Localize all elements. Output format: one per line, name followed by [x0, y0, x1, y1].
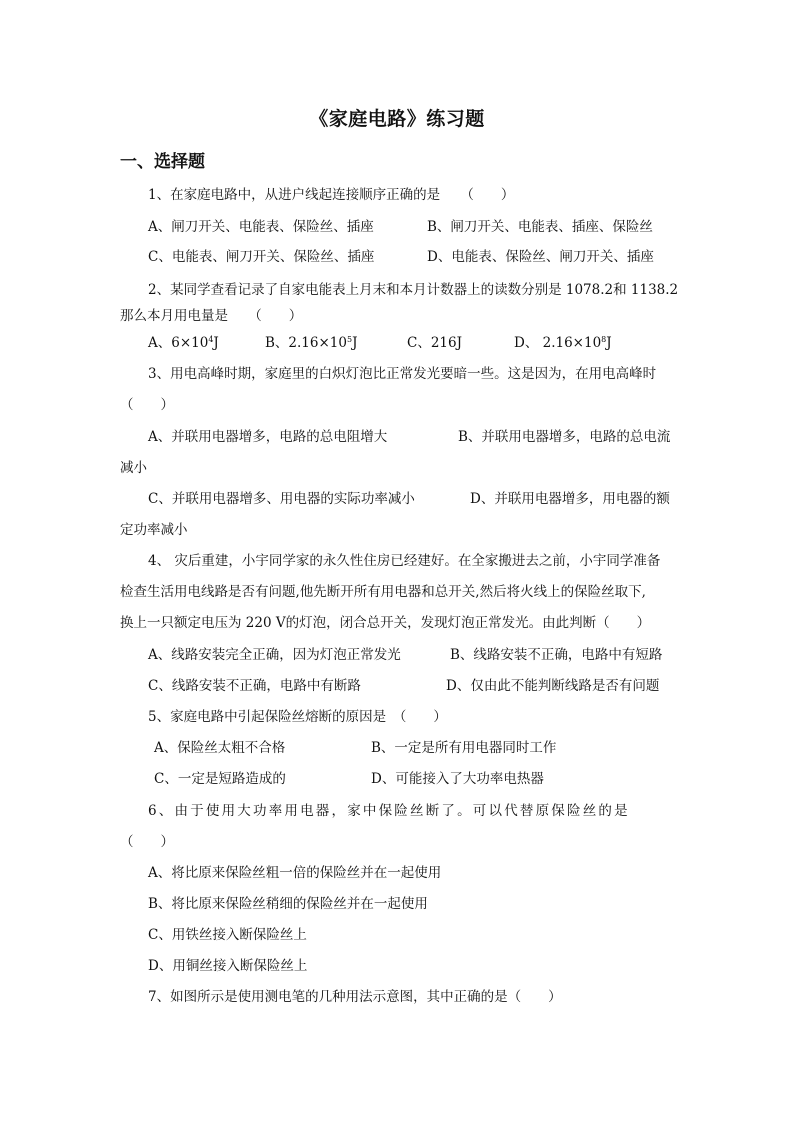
- page-title: 《家庭电路》练习题: [309, 108, 485, 130]
- question-5-option-c: C、一定是短路造成的: [154, 771, 286, 787]
- question-2-option-b: B、$2.16\times 10^5J$: [265, 335, 358, 351]
- question-3-stem-line-1: 3、用电高峰时期，家庭里的白炽灯泡比正常发光要暗一些。这是因为，在用电高峰时: [148, 366, 657, 382]
- question-4-option-a: A、线路安装完全正确，因为灯泡正常发光: [148, 647, 401, 663]
- question-1-option-d: D、电能表、保险丝、闸刀开关、插座: [427, 249, 654, 265]
- question-3-option-d: D、并联用电器增多，用电器的额: [470, 491, 670, 507]
- question-6-stem-line-2: （ ）: [120, 834, 174, 850]
- question-5-stem: 5、家庭电路中引起保险丝熔断的原因是 （ ）: [148, 709, 447, 725]
- question-3-option-a: A、并联用电器增多，电路的总电阻增大: [148, 429, 388, 445]
- question-4-option-b: B、线路安装不正确，电路中有短路: [450, 647, 663, 663]
- question-6-option-c: C、用铁丝接入断保险丝上: [148, 927, 307, 943]
- question-1-stem: 1、在家庭电路中，从进户线起连接顺序正确的是 （ ）: [148, 187, 515, 203]
- question-5-option-b: B、一定是所有用电器同时工作: [371, 740, 557, 756]
- question-5-option-d: D、可能接入了大功率电热器: [371, 771, 544, 787]
- question-2-option-c: C、216J: [407, 335, 463, 351]
- question-3-stem-line-2: （ ）: [120, 397, 174, 413]
- question-6-option-b: B、将比原来保险丝稍细的保险丝并在一起使用: [148, 896, 428, 912]
- question-1-option-c: C、电能表、闸刀开关、保险丝、插座: [148, 249, 375, 265]
- question-1-option-b: B、闸刀开关、电能表、插座、保险丝: [427, 219, 653, 235]
- question-3-option-b: B、并联用电器增多，电路的总电流: [458, 429, 671, 445]
- question-6-option-a: A、将比原来保险丝粗一倍的保险丝并在一起使用: [148, 865, 442, 881]
- question-3-option-d-cont: 定功率减小: [120, 522, 188, 538]
- question-6-option-d: D、用铜丝接入断保险丝上: [148, 958, 308, 974]
- question-4-stem-line-1: 4、 灾后重建，小宇同学家的永久性住房已经建好。在全家搬进去之前，小宇同学准备: [148, 553, 661, 569]
- question-3-option-c: C、并联用电器增多、用电器的实际功率减小: [148, 491, 415, 507]
- section-title: 一、选择题: [120, 152, 205, 172]
- question-4-stem-line-2: 检查生活用电线路是否有问题,他先断开所有用电器和总开关,然后将火线上的保险丝取下,: [120, 584, 646, 600]
- question-2-stem-line-1: 2、某同学查看记录了自家电能表上月末和本月计数器上的读数分别是 1078.2和 1138.2: [148, 282, 679, 298]
- question-4-option-d: D、仅由此不能判断线路是否有问题: [446, 678, 660, 694]
- question-7-stem: 7、如图所示是使用测电笔的几种用法示意图，其中正确的是（ ）: [148, 989, 562, 1005]
- question-1-option-a: A、闸刀开关、电能表、保险丝、插座: [148, 219, 374, 235]
- question-3-option-b-cont: 减小: [120, 460, 147, 476]
- question-4-option-c: C、线路安装不正确，电路中有断路: [148, 678, 361, 694]
- question-6-stem-line-1: 6、由于使用大功率用电器，家中保险丝断了。可以代替原保险丝的是: [148, 803, 630, 819]
- question-2-stem-line-2: 那么本月用电量是 （ ）: [120, 308, 303, 324]
- question-2-option-a: A、$6\times 10^4J$: [148, 335, 219, 351]
- question-4-stem-line-3: 换上一只额定电压为 220 V的灯泡，闭合总开关，发现灯泡正常发光。由此判断（ ）: [120, 615, 651, 631]
- question-5-option-a: A、保险丝太粗不合格: [154, 740, 286, 756]
- question-2-option-d: D、 $2.16\times 10^8J$: [514, 335, 612, 351]
